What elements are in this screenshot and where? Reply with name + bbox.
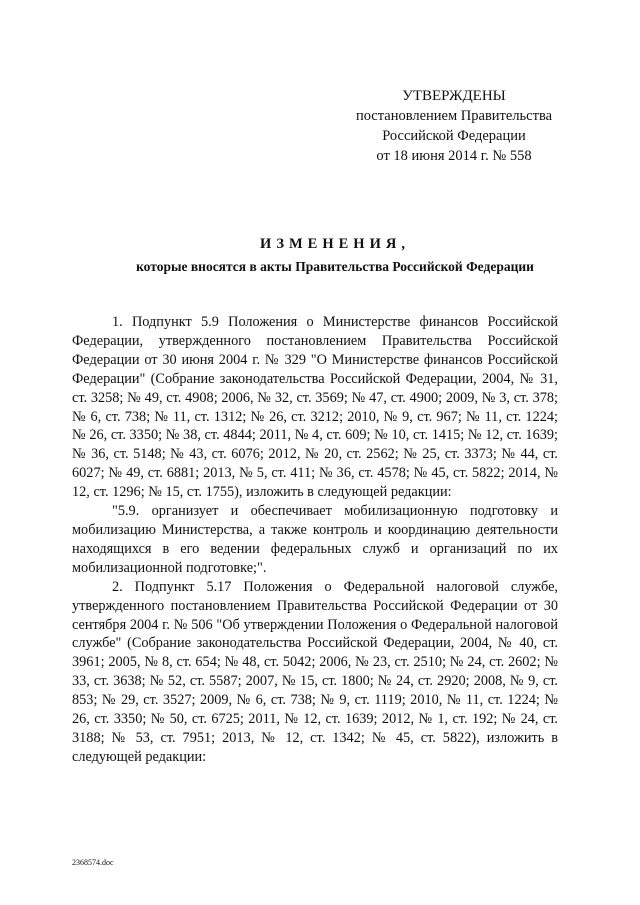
document-subtitle: которые вносятся в акты Правительства Российской Федерации xyxy=(136,259,534,274)
approval-line-2: Российской Федерации xyxy=(382,128,526,144)
document-body xyxy=(72,313,558,767)
paragraph-quote: "5.9. организует и обеспечивает мобилизационную подготовку и мобилизацию Министерства, а также контроль и координацию деятельности находящихся в его ведении федеральных служб и организаций по их мобилизационной подготовке;". xyxy=(72,503,558,576)
file-name-footer: 2368574.doc xyxy=(72,858,114,867)
approval-line-1: постановлением Правительства xyxy=(355,108,553,124)
approval-line-3: от 18 июня 2014 г. № 558 xyxy=(376,148,532,164)
approval-heading: УТВЕРЖДЕНЫ xyxy=(402,88,506,104)
document-title: ИЗМЕНЕНИЯ, xyxy=(260,236,410,252)
paragraph-2: 2. Подпункт 5.17 Положения о Федеральной налоговой службе, утвержденного постановлением Правительства Российской Федерации от 30 сентября 2004 г. № 506 "Об утверждении Положения о Федеральной налоговой службе" (Собрание законодательства Российской Федерации, 2004, № 40, ст. 3961; 2005, № 8, ст. 654; № 48, ст. 5042; 2006, № 23, ст. 2510; № 24, ст. 2602; № 33, ст. 3638; № 52, ст. 5587; 2007, № 15, ст. 1800; № 24, ст. 2920; 2008, № 9, ст. 853; № 29, ст. 3527; 2009, № 6, ст. 738; № 9, ст. 1119; 2010, № 11, ст. 1224; № 26, ст. 3350; № 50, ст. 6725; 2011, № 12, ст. 1639; 2012, № 1, ст. 192; № 24, ст. 3188; № 53, ст. 7951; 2013, № 12, ст. 1342; № 45, ст. 5822), изложить в следующей редакции: xyxy=(72,578,558,765)
approval-block xyxy=(344,86,564,166)
paragraph-1: 1. Подпункт 5.9 Положения о Министерстве финансов Российской Федерации, утвержденного постановлением Правительства Российской Федерации от 30 июня 2004 г. № 329 "О Министерстве финансов Российской Федерации" (Собрание законодательства Российской Федерации, 2004, № 31, ст. 3258; № 49, ст. 4908; 2006, № 32, ст. 3569; № 47, ст. 4900; 2009, № 3, ст. 378; № 6, ст. 738; № 11, ст. 1312; № 26, ст. 3212; 2010, № 9, ст. 967; № 11, ст. 1224; № 26, ст. 3350; № 38, ст. 4844; 2011, № 4, ст. 609; № 10, ст. 1415; № 12, ст. 1639; № 36, ст. 5148; № 43, ст. 6076; 2012, № 20, ст. 2562; № 25, ст. 3373; № 44, ст. 6027; № 49, ст. 6881; 2013, № 5, ст. 411; № 36, ст. 4578; № 45, ст. 5822; 2014, № 12, ст. 1296; № 15, ст. 1755), изложить в следующей редакции: xyxy=(72,314,558,501)
